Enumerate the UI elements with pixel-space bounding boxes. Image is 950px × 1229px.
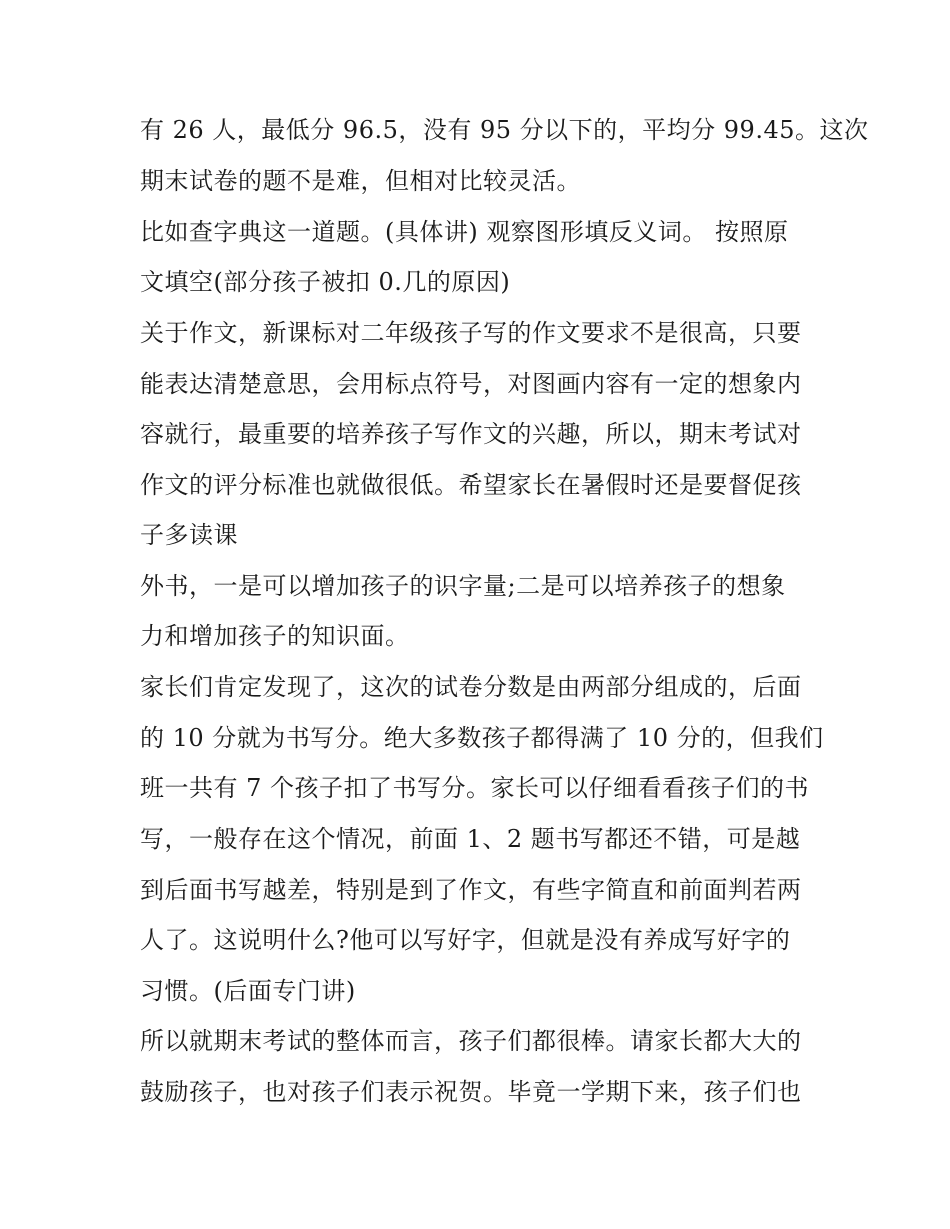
text-line: 鼓励孩子，也对孩子们表示祝贺。毕竟一学期下来，孩子们也 (140, 1078, 802, 1106)
text-line: 关于作文，新课标对二年级孩子写的作文要求不是很高，只要 (140, 319, 802, 347)
text-line: 习惯。(后面专门讲) (140, 977, 356, 1005)
text-line: 力和增加孩子的知识面。 (140, 622, 410, 650)
text-line: 外书，一是可以增加孩子的识字量;二是可以培养孩子的想象 (140, 572, 786, 600)
text-line: 期末试卷的题不是难，但相对比较灵活。 (140, 167, 581, 195)
text-line: 比如查字典这一道题。(具体讲) 观察图形填反义词。 按照原 (140, 218, 789, 246)
text-line: 写，一般存在这个情况，前面 1、2 题书写都还不错，可是越 (140, 825, 801, 853)
text-line: 所以就期末考试的整体而言，孩子们都很棒。请家长都大大的 (140, 1027, 802, 1055)
text-line: 到后面书写越差，特别是到了作文，有些字简直和前面判若两 (140, 876, 802, 904)
text-line: 有 26 人，最低分 96.5，没有 95 分以下的，平均分 99.45。这次 (140, 116, 869, 144)
text-line: 家长们肯定发现了，这次的试卷分数是由两部分组成的，后面 (140, 673, 802, 701)
text-line: 作文的评分标准也就做很低。希望家长在暑假时还是要督促孩 (140, 471, 802, 499)
text-line: 的 10 分就为书写分。绝大多数孩子都得满了 10 分的，但我们 (140, 724, 824, 752)
text-line: 子多读课 (140, 521, 238, 549)
text-line: 人了。这说明什么?他可以写好字，但就是没有养成写好字的 (140, 926, 791, 954)
text-line: 文填空(部分孩子被扣 0.几的原因) (140, 268, 511, 296)
text-line: 班一共有 7 个孩子扣了书写分。家长可以仔细看看孩子们的书 (140, 774, 810, 802)
text-line: 容就行，最重要的培养孩子写作文的兴趣，所以，期末考试对 (140, 420, 802, 448)
text-line: 能表达清楚意思，会用标点符号，对图画内容有一定的想象内 (140, 370, 802, 398)
